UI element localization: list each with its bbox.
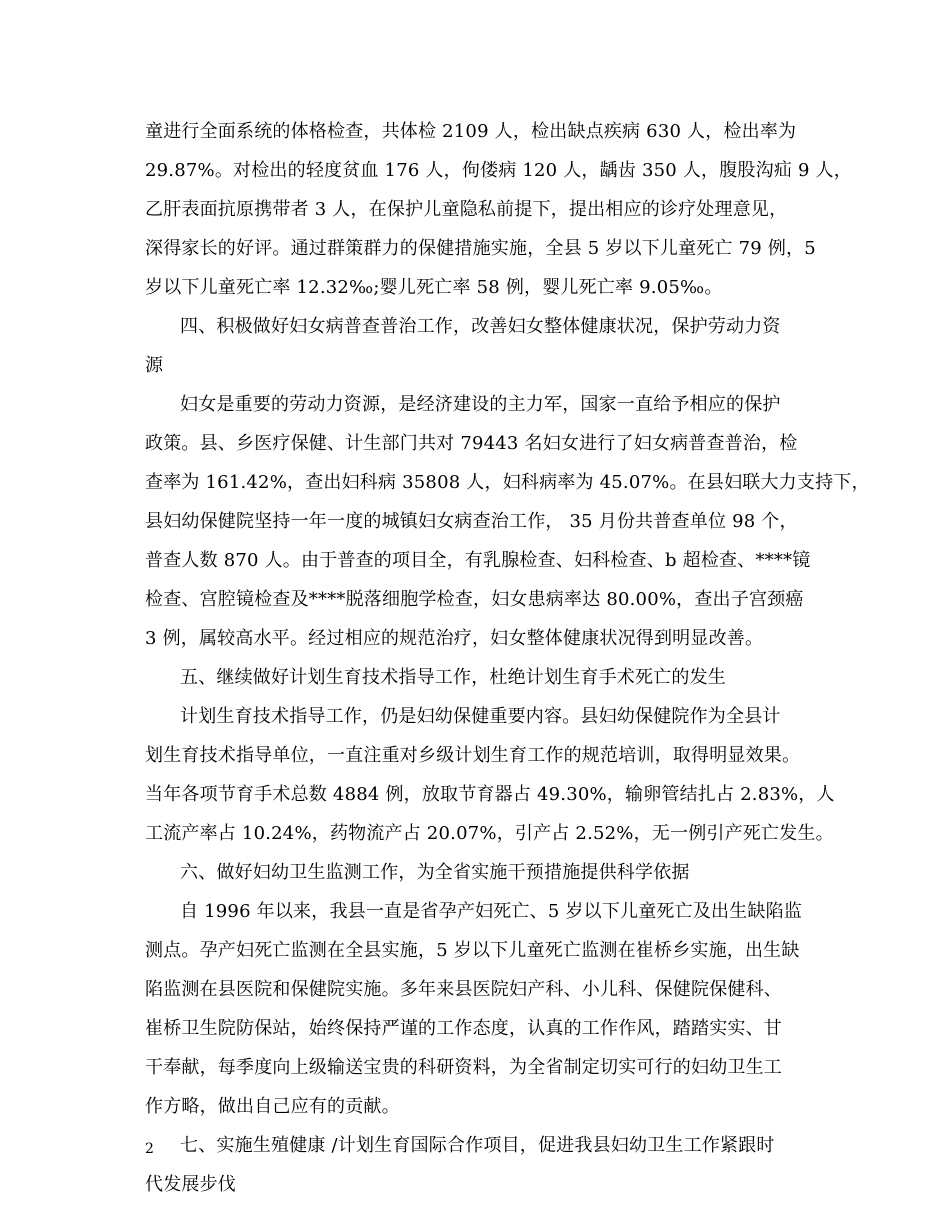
body-text-line: 检查、宫腔镜检查及****脱落细胞学检查，妇女患病率达 80.00%，查出子宫颈癌 bbox=[145, 589, 804, 610]
body-text-line: 划生育技术指导单位，一直注重对乡级计划生育工作的规范培训，取得明显效果。 bbox=[145, 745, 801, 766]
body-text-line: 测点。孕产妇死亡监测在全县实施，5 岁以下儿童死亡监测在崔桥乡实施，出生缺 bbox=[145, 940, 800, 961]
body-text-line: 普查人数 870 人。由于普查的项目全，有乳腺检查、妇科检查、b 超检查、****镜 bbox=[145, 550, 811, 571]
body-text-line: 作方略，做出自己应有的贡献。 bbox=[145, 1096, 400, 1117]
body-text-line: 县妇幼保健院坚持一年一度的城镇妇女病查治工作， 35 月份共普查单位 98 个， bbox=[145, 511, 798, 532]
body-text-line: 岁以下儿童死亡率 12.32‰;婴儿死亡率 58 例，婴儿死亡率 9.05‰。 bbox=[145, 277, 723, 298]
section-heading-line: 四、积极做好妇女病普查普治工作，改善妇女整体健康状况，保护劳动力资 bbox=[180, 316, 781, 337]
body-text-line: 当年各项节育手术总数 4884 例，放取节育器占 49.30%，输卵管结扎占 2.83%，人 bbox=[145, 784, 835, 805]
body-text-line: 陷监测在县医院和保健院实施。多年来县医院妇产科、小儿科、保健院保健科、 bbox=[145, 979, 782, 1000]
section-heading-line: 五、继续做好计划生育技术指导工作，杜绝计划生育手术死亡的发生 bbox=[180, 667, 726, 688]
body-text-line: 3 例，属较高水平。经过相应的规范治疗，妇女整体健康状况得到明显改善。 bbox=[145, 628, 764, 649]
body-text-line: 工流产率占 10.24%，药物流产占 20.07%，引产占 2.52%，无一例引产死亡发生。 bbox=[145, 823, 834, 844]
section-heading-line: 代发展步伐 bbox=[145, 1174, 236, 1195]
body-text-line: 查率为 161.42%，查出妇科病 35808 人，妇科病率为 45.07%。在县妇联大力支持下， bbox=[145, 472, 870, 493]
body-text-line: 政策。县、乡医疗保健、计生部门共对 79443 名妇女进行了妇女病普查普治，检 bbox=[145, 433, 798, 454]
section-heading-line: 六、做好妇幼卫生监测工作，为全省实施干预措施提供科学依据 bbox=[180, 862, 690, 883]
body-text-line: 计划生育技术指导工作，仍是妇幼保健重要内容。县妇幼保健院作为全县计 bbox=[180, 706, 781, 727]
body-text-line: 妇女是重要的劳动力资源，是经济建设的主力军，国家一直给予相应的保护 bbox=[180, 394, 781, 415]
body-text-line: 深得家长的好评。通过群策群力的保健措施实施，全县 5 岁以下儿童死亡 79 例，5 bbox=[145, 238, 816, 259]
body-text-line: 29.87%。对检出的轻度贫血 176 人，佝偻病 120 人，龋齿 350 人，腹股沟疝 9 人， bbox=[145, 160, 852, 181]
section-heading-line: 源 bbox=[145, 355, 164, 376]
body-text-line: 乙肝表面抗原携带者 3 人，在保护儿童隐私前提下，提出相应的诊疗处理意见， bbox=[145, 199, 788, 220]
body-text-line: 童进行全面系统的体格检查，共体检 2109 人，检出缺点疾病 630 人，检出率为 bbox=[145, 121, 797, 142]
page-number: 2 bbox=[145, 1141, 154, 1157]
body-text-line: 干奉献，每季度向上级输送宝贵的科研资料，为全省制定切实可行的妇幼卫生工 bbox=[145, 1057, 782, 1078]
body-text-line: 自 1996 年以来，我县一直是省孕产妇死亡、5 岁以下儿童死亡及出生缺陷监 bbox=[180, 901, 803, 922]
section-heading-line: 七、实施生殖健康 /计划生育国际合作项目，促进我县妇幼卫生工作紧跟时 bbox=[180, 1135, 775, 1156]
body-text-line: 崔桥卫生院防保站，始终保持严谨的工作态度，认真的工作作风，踏踏实实、甘 bbox=[145, 1018, 782, 1039]
